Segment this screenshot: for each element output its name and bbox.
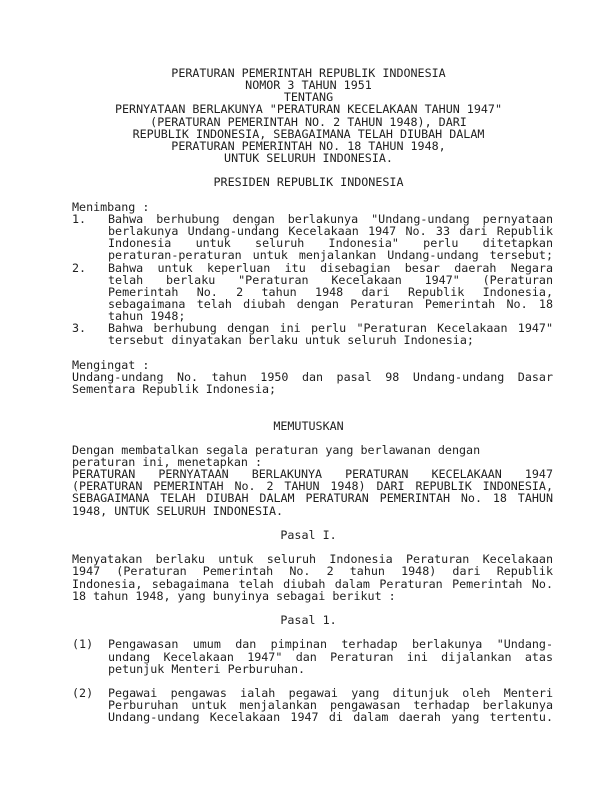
menetapkan-body: PERATURAN PERNYATAAN BERLAKUNYA PERATURAN KECELAKAAN 1947 [72,467,553,482]
mengingat-body: Undang-undang No. tahun 1950 dan pasal 98 Undang-undang Dasar [72,369,553,384]
doc-line: peraturan-peraturan untuk menjalankan Undang-undang tersebut; [108,248,553,263]
menetapkan-body: SEBAGAIMANA TELAH DIUBAH DALAM PERATURAN PEMERINTAH No. 18 TAHUN [72,491,553,506]
pasal-i-heading: Pasal I. [280,527,337,542]
item-lines [108,638,553,674]
doc-line: Bahwa untuk keperluan itu disebagian besar daerah Negara [108,260,553,275]
menimbang-item-3 [72,322,553,346]
menetapkan-body: 1948, UNTUK SELURUH INDONESIA. [72,503,284,518]
doc-line: Pegawai pengawas ialah pegawai yang ditunjuk oleh Menteri [108,685,553,700]
presiden-heading: PRESIDEN REPUBLIK INDONESIA [213,175,404,190]
doc-line: Pengawasan umum dan pimpinan terhadap berlakunya "Undang- [108,637,553,652]
item-marker: 2. [72,260,87,275]
pasal-i-body: Menyatakan berlaku untuk seluruh Indonesia Peraturan Kecelakaan [72,552,553,567]
pasal-1-heading: Pasal 1. [280,613,337,628]
doc-line: petunjuk Menteri Perburuhan. [108,661,306,676]
blank-line [72,347,553,359]
blank-line [72,189,553,201]
doc-line: Bahwa berhubung dengan ini perlu "Peraturan Kecelakaan 1947" [108,321,553,336]
item-lines [108,213,553,262]
pasal-i-body: 1947 (Peraturan Pemerintah No. 2 tahun 1948) dari Republik [72,564,553,579]
doc-line: berlakunya Undang-undang Kecelakaan 1947 No. 33 dari Republik [108,224,553,239]
doc-line: Undang-undang Kecelakaan 1947 di dalam daerah yang tertentu. [108,710,553,725]
pasal-1-ayat-2 [72,687,553,723]
pasal-i-body: 18 tahun 1948, yang bunyinya sebagai berikut : [72,588,396,603]
item-lines [108,687,553,723]
doc-line: tersebut dinyatakan berlaku untuk seluruh Indonesia; [108,333,474,348]
doc-title: REPUBLIK INDONESIA, SEBAGAIMANA TELAH DIUBAH DALAM [132,126,485,141]
menimbang-item-2 [72,262,553,323]
doc-line: sebagaimana telah diubah dengan Peraturan Pemerintah No. 18 [108,296,553,311]
doc-line: Perburuhan untuk menjalankan pengawasan terhadap berlakunya [108,698,553,713]
doc-title: UNTUK SELURUH INDONESIA. [224,151,393,166]
memutuskan-heading: MEMUTUSKAN [273,418,344,433]
menetapkan-body: peraturan ini, menetapkan : [72,455,262,469]
doc-line: tahun 1948; [108,309,186,324]
menetapkan-body: Dengan membatalkan segala peraturan yang berlawanan dengan [72,442,481,457]
menimbang-label: Menimbang : [72,199,150,214]
pasal-1-ayat-1 [72,638,553,674]
item-marker: 1. [72,211,87,226]
doc-title: PERNYATAAN BERLAKUNYA "PERATURAN KECELAKAAN TAHUN 1947" [114,102,502,117]
item-lines [108,262,553,323]
doc-line: Indonesia untuk seluruh Indonesia" perlu ditetapkan [108,236,553,251]
text-column [72,67,553,723]
mengingat-label: Mengingat : [72,357,150,372]
doc-title: NOMOR 3 TAHUN 1951 [245,78,372,93]
doc-title: PERATURAN PEMERINTAH NO. 18 TAHUN 1948, [171,138,446,153]
blank-line [72,395,553,407]
doc-line: Pemerintah No. 2 tahun 1948 dari Republik Indonesia, [108,284,553,299]
doc-title: (PERATURAN PEMERINTAH NO. 2 TAHUN 1948), DARI [150,114,467,129]
menetapkan-body: (PERATURAN PEMERINTAH No. 2 TAHUN 1948) DARI REPUBLIK INDONESIA, [72,479,553,494]
doc-title: TENTANG [283,90,334,105]
item-lines [108,322,553,346]
doc-line: undang Kecelakaan 1947" dan Peraturan ini dijalankan atas [108,649,553,664]
menimbang-item-1 [72,213,553,262]
item-marker: 3. [72,321,87,336]
mengingat-body: Sementara Republik Indonesia; [72,382,277,397]
doc-title: PERATURAN PEMERINTAH REPUBLIK INDONESIA [171,66,446,80]
item-marker: (1) [72,637,94,652]
doc-line: telah berlaku "Peraturan Kecelakaan 1947" (Peraturan [108,272,553,287]
pasal-i-body: Indonesia, sebagaimana telah diubah dalam Peraturan Pemerintah No. [72,576,553,591]
item-marker: (2) [72,685,94,700]
doc-line: Bahwa berhubung dengan berlakunya "Undang-undang pernyataan [108,211,553,226]
